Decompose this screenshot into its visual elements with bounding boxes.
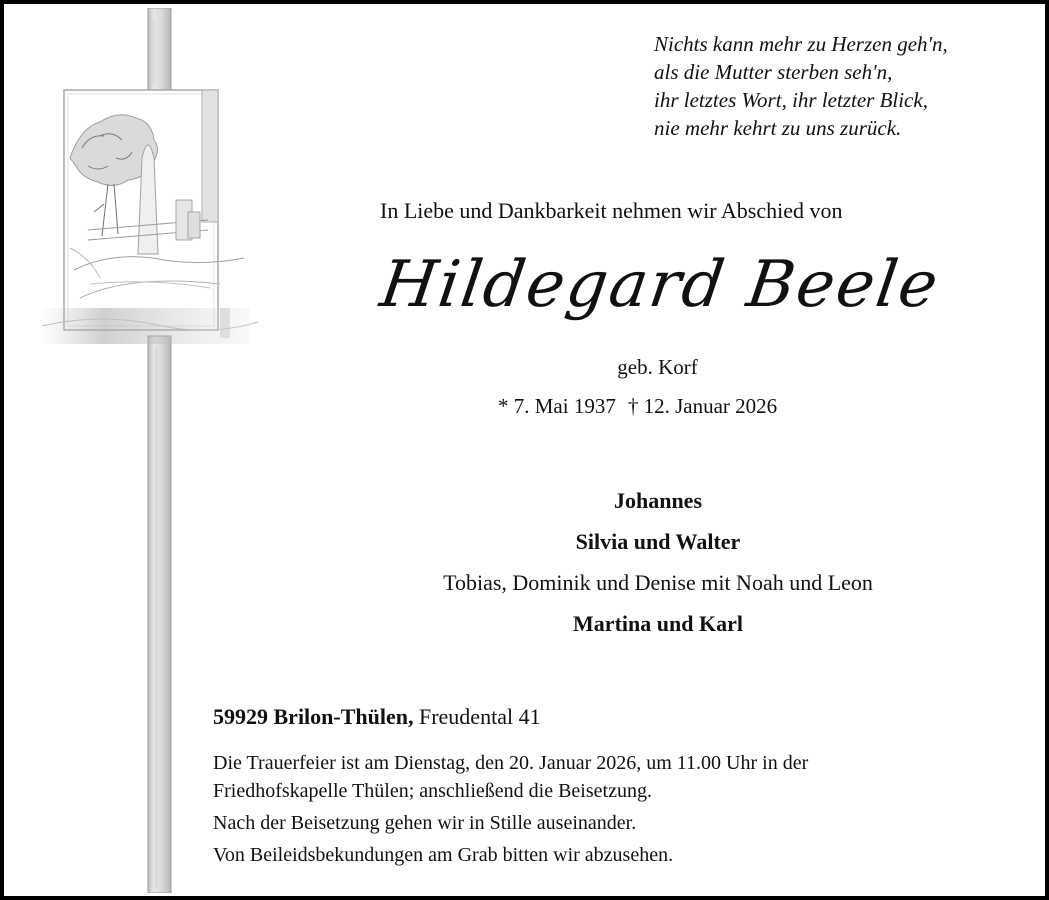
funeral-info-line: Die Trauerfeier ist am Dienstag, den 20. Januar 2026, um 11.00 Uhr in der (213, 752, 809, 774)
family-member: Silvia und Walter (575, 529, 741, 554)
family-member: Tobias, Dominik und Denise mit Noah und Leon (443, 570, 873, 595)
family-list (300, 480, 1016, 644)
funeral-info-line: Friedhofskapelle Thülen; anschließend die Beisetzung. (213, 780, 652, 802)
deceased-name: Hildegard Beele (375, 248, 945, 322)
condolence-note: Von Beileidsbekundungen am Grab bitten wir abzusehen. (213, 844, 674, 866)
birth-date: * 7. Mai 1937 (498, 394, 616, 418)
address-street: Freudental 41 (418, 704, 541, 729)
death-date: † 12. Januar 2026 (627, 394, 778, 418)
address (213, 704, 541, 730)
poem (654, 30, 948, 142)
birth-name: geb. Korf (617, 355, 698, 379)
poem-line: Nichts kann mehr zu Herzen geh'n, (654, 32, 948, 56)
life-dates (498, 394, 777, 419)
family-member: Johannes (613, 488, 703, 513)
address-city: 59929 Brilon-Thülen, (213, 704, 414, 729)
poem-line: ihr letztes Wort, ihr letzter Blick, (654, 88, 928, 112)
intro-text: In Liebe und Dankbarkeit nehmen wir Abschied von (380, 198, 843, 223)
poem-line: als die Mutter sterben seh'n, (654, 60, 893, 84)
poem-line: nie mehr kehrt zu uns zurück. (654, 116, 902, 140)
family-member: Martina und Karl (573, 611, 743, 636)
funeral-notes (213, 749, 808, 869)
after-burial-note: Nach der Beisetzung gehen wir in Stille auseinander. (213, 812, 637, 834)
